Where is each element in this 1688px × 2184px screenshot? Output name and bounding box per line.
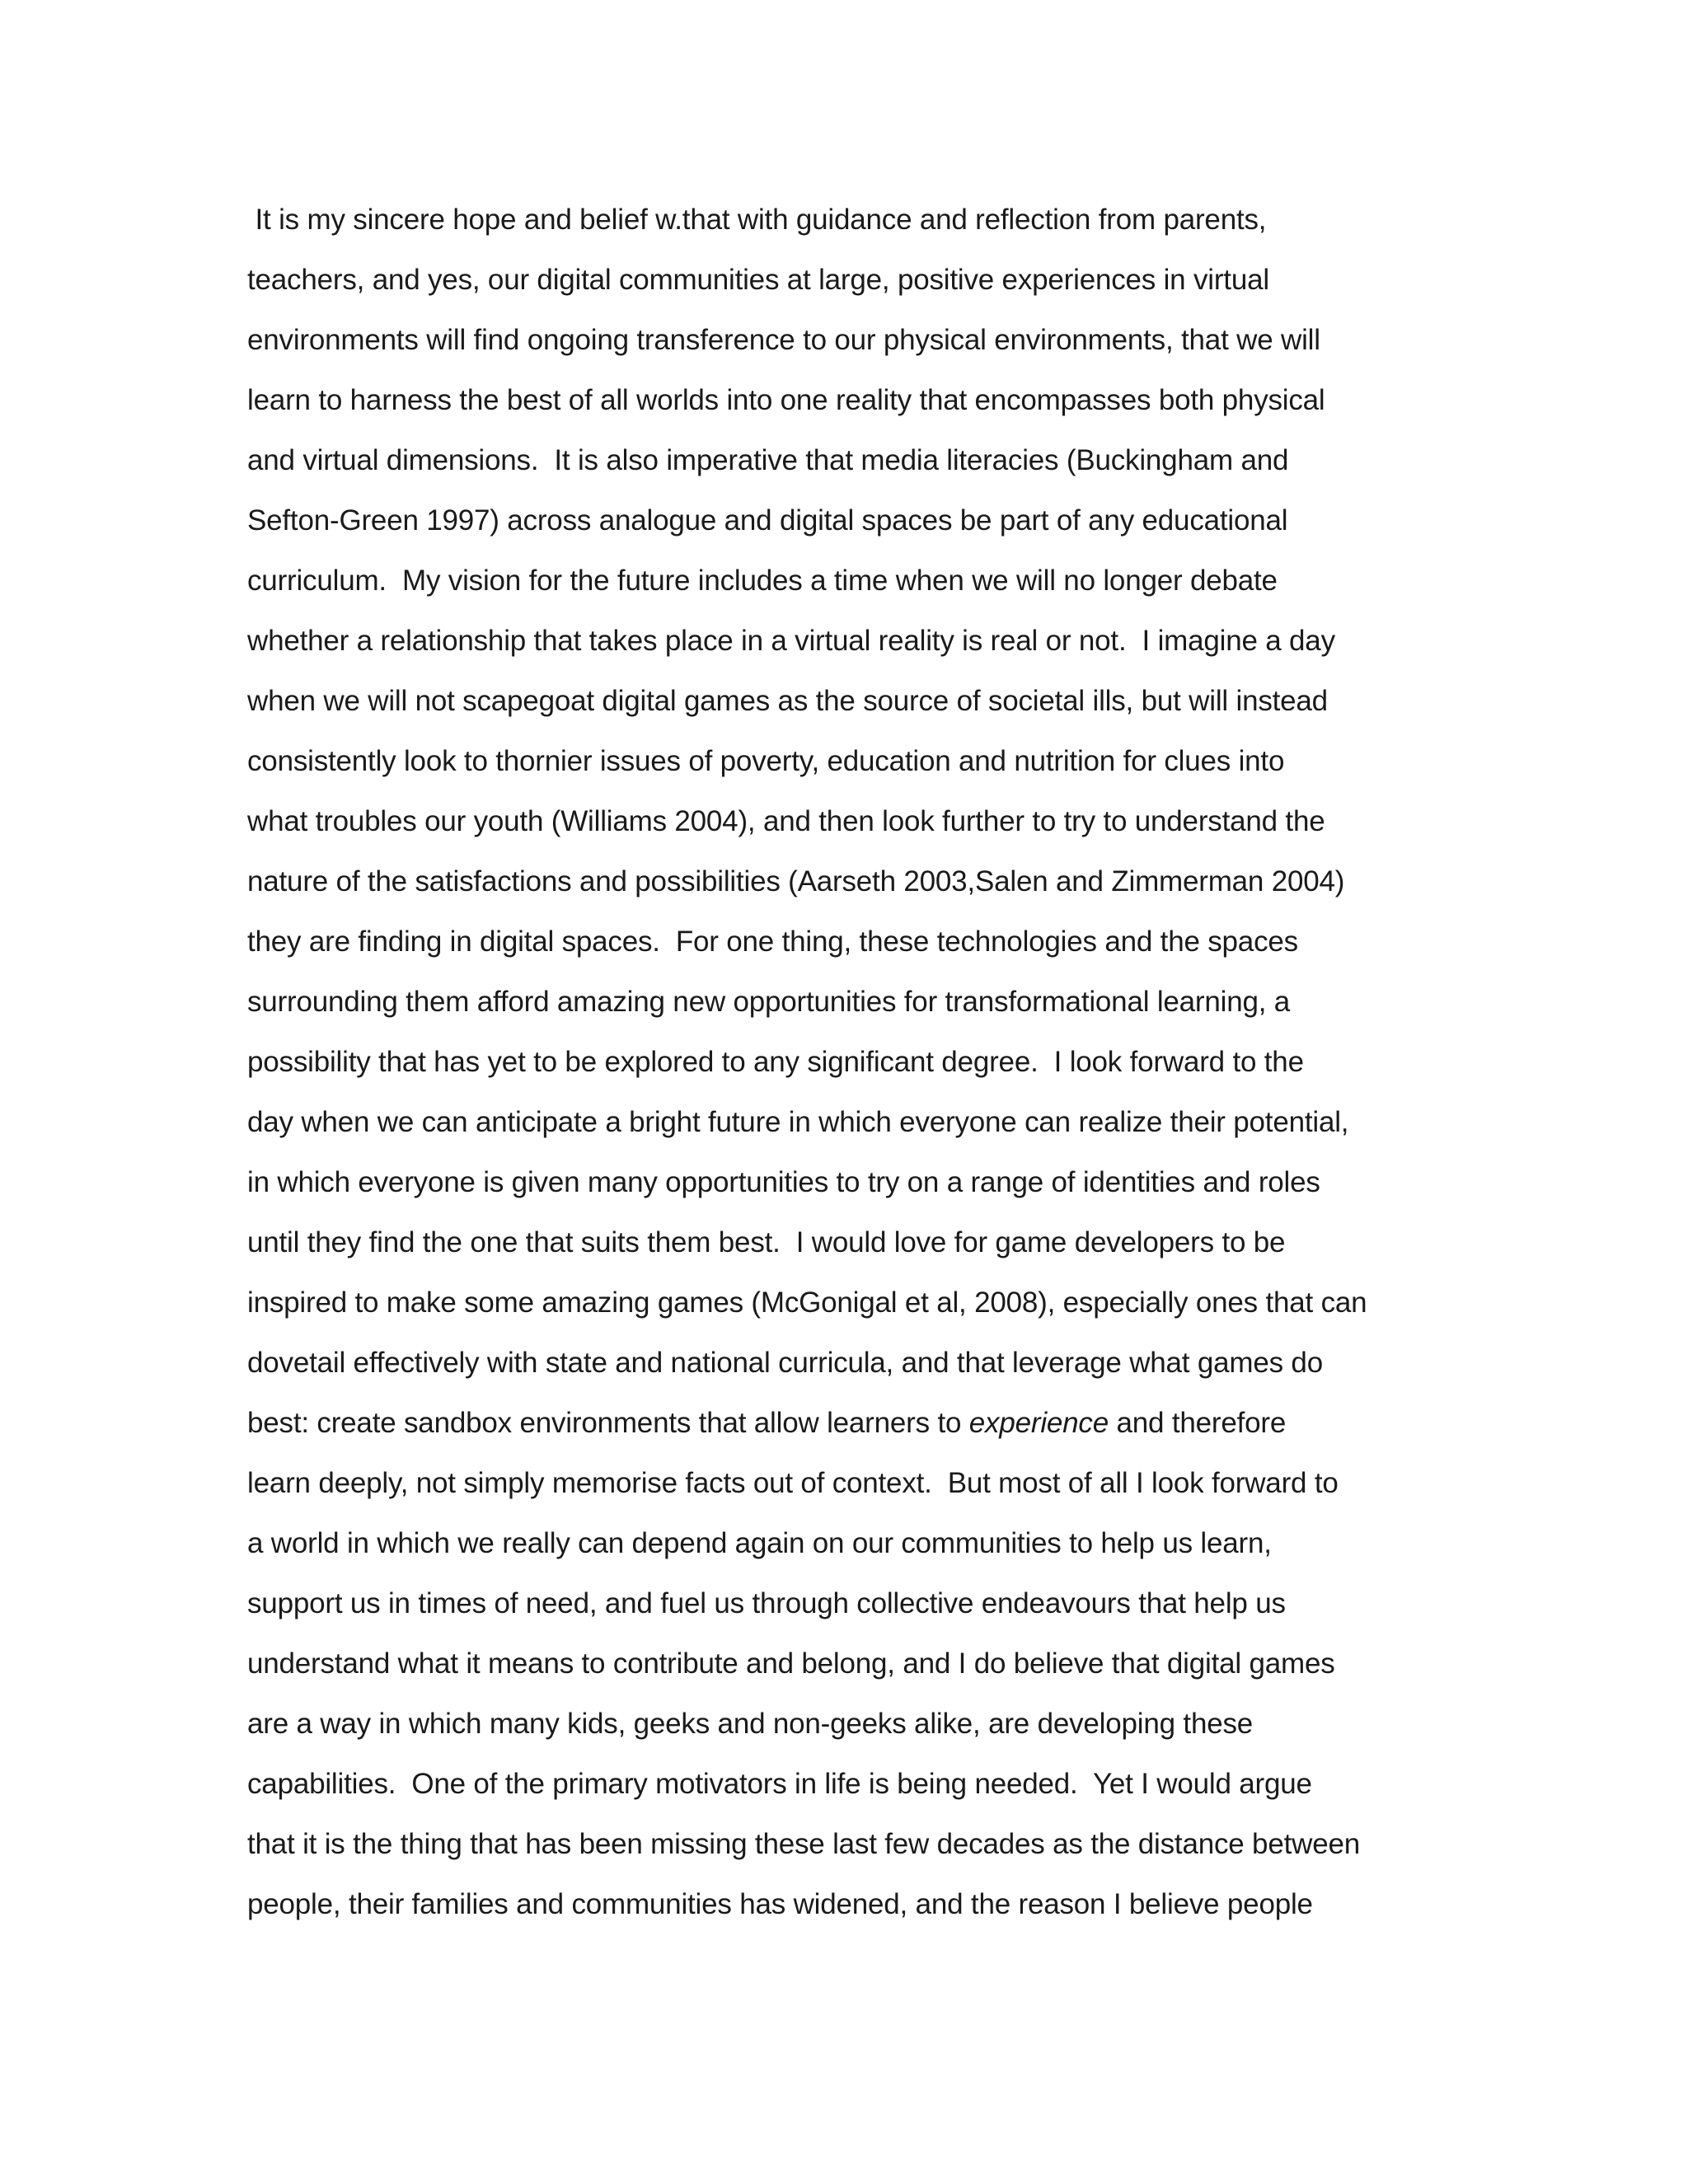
text-line: environments will find ongoing transference to our physical environments, that we will	[247, 324, 1320, 356]
text-line: until they find the one that suits them best. I would love for game developers to be	[247, 1226, 1286, 1258]
text-line: in which everyone is given many opportunities to try on a range of identities and roles	[247, 1166, 1320, 1198]
text-line: understand what it means to contribute and belong, and I do believe that digital games	[247, 1647, 1335, 1680]
text-line: and virtual dimensions. It is also imperative that media literacies (Buckingham and	[247, 444, 1289, 476]
body-paragraph	[247, 190, 1484, 1934]
text-line: surrounding them afford amazing new opportunities for transformational learning, a	[247, 986, 1291, 1018]
text-line: It is my sincere hope and belief w.that with guidance and reflection from parents,	[247, 204, 1267, 236]
text-line: whether a relationship that takes place in a virtual reality is real or not. I imagine a day	[247, 625, 1335, 657]
text-line: when we will not scapegoat digital games as the source of societal ills, but will instead	[247, 685, 1328, 717]
text-line: learn to harness the best of all worlds into one reality that encompasses both physical	[247, 384, 1325, 416]
text-line: what troubles our youth (Williams 2004), and then look further to try to understand the	[247, 805, 1325, 837]
text-line: people, their families and communities has widened, and the reason I believe people	[247, 1888, 1313, 1920]
text-line: capabilities. One of the primary motivators in life is being needed. Yet I would argue	[247, 1768, 1312, 1800]
text-line: teachers, and yes, our digital communities at large, positive experiences in virtual	[247, 264, 1269, 296]
italic-emphasis: experience	[968, 1407, 1109, 1439]
text-line: support us in times of need, and fuel us through collective endeavours that help us	[247, 1587, 1286, 1619]
text-line: consistently look to thornier issues of poverty, education and nutrition for clues into	[247, 745, 1285, 777]
text-segment: and therefore	[1109, 1407, 1287, 1439]
text-line: curriculum. My vision for the future includes a time when we will no longer debate	[247, 565, 1278, 597]
text-line: dovetail effectively with state and national curricula, and that leverage what games do	[247, 1347, 1323, 1379]
text-line: that it is the thing that has been missing these last few decades as the distance between	[247, 1828, 1360, 1860]
text-line: nature of the satisfactions and possibilities (Aarseth 2003,Salen and Zimmerman 2004)	[247, 865, 1345, 898]
text-line: inspired to make some amazing games (McGonigal et al, 2008), especially ones that can	[247, 1286, 1367, 1319]
text-line: learn deeply, not simply memorise facts out of context. But most of all I look forward to	[247, 1467, 1339, 1499]
text-line: a world in which we really can depend again on our communities to help us learn,	[247, 1527, 1272, 1559]
text-line: are a way in which many kids, geeks and non-geeks alike, are developing these	[247, 1708, 1254, 1740]
text-line-with-italic	[247, 1393, 1484, 1453]
text-segment: best: create sandbox environments that allow learners to	[247, 1407, 969, 1439]
text-line: day when we can anticipate a bright future in which everyone can realize their potential,	[247, 1106, 1349, 1138]
text-line: Sefton-Green 1997) across analogue and digital spaces be part of any educational	[247, 504, 1288, 537]
text-line: they are finding in digital spaces. For one thing, these technologies and the spaces	[247, 926, 1298, 958]
text-line: possibility that has yet to be explored to any significant degree. I look forward to the	[247, 1046, 1304, 1078]
